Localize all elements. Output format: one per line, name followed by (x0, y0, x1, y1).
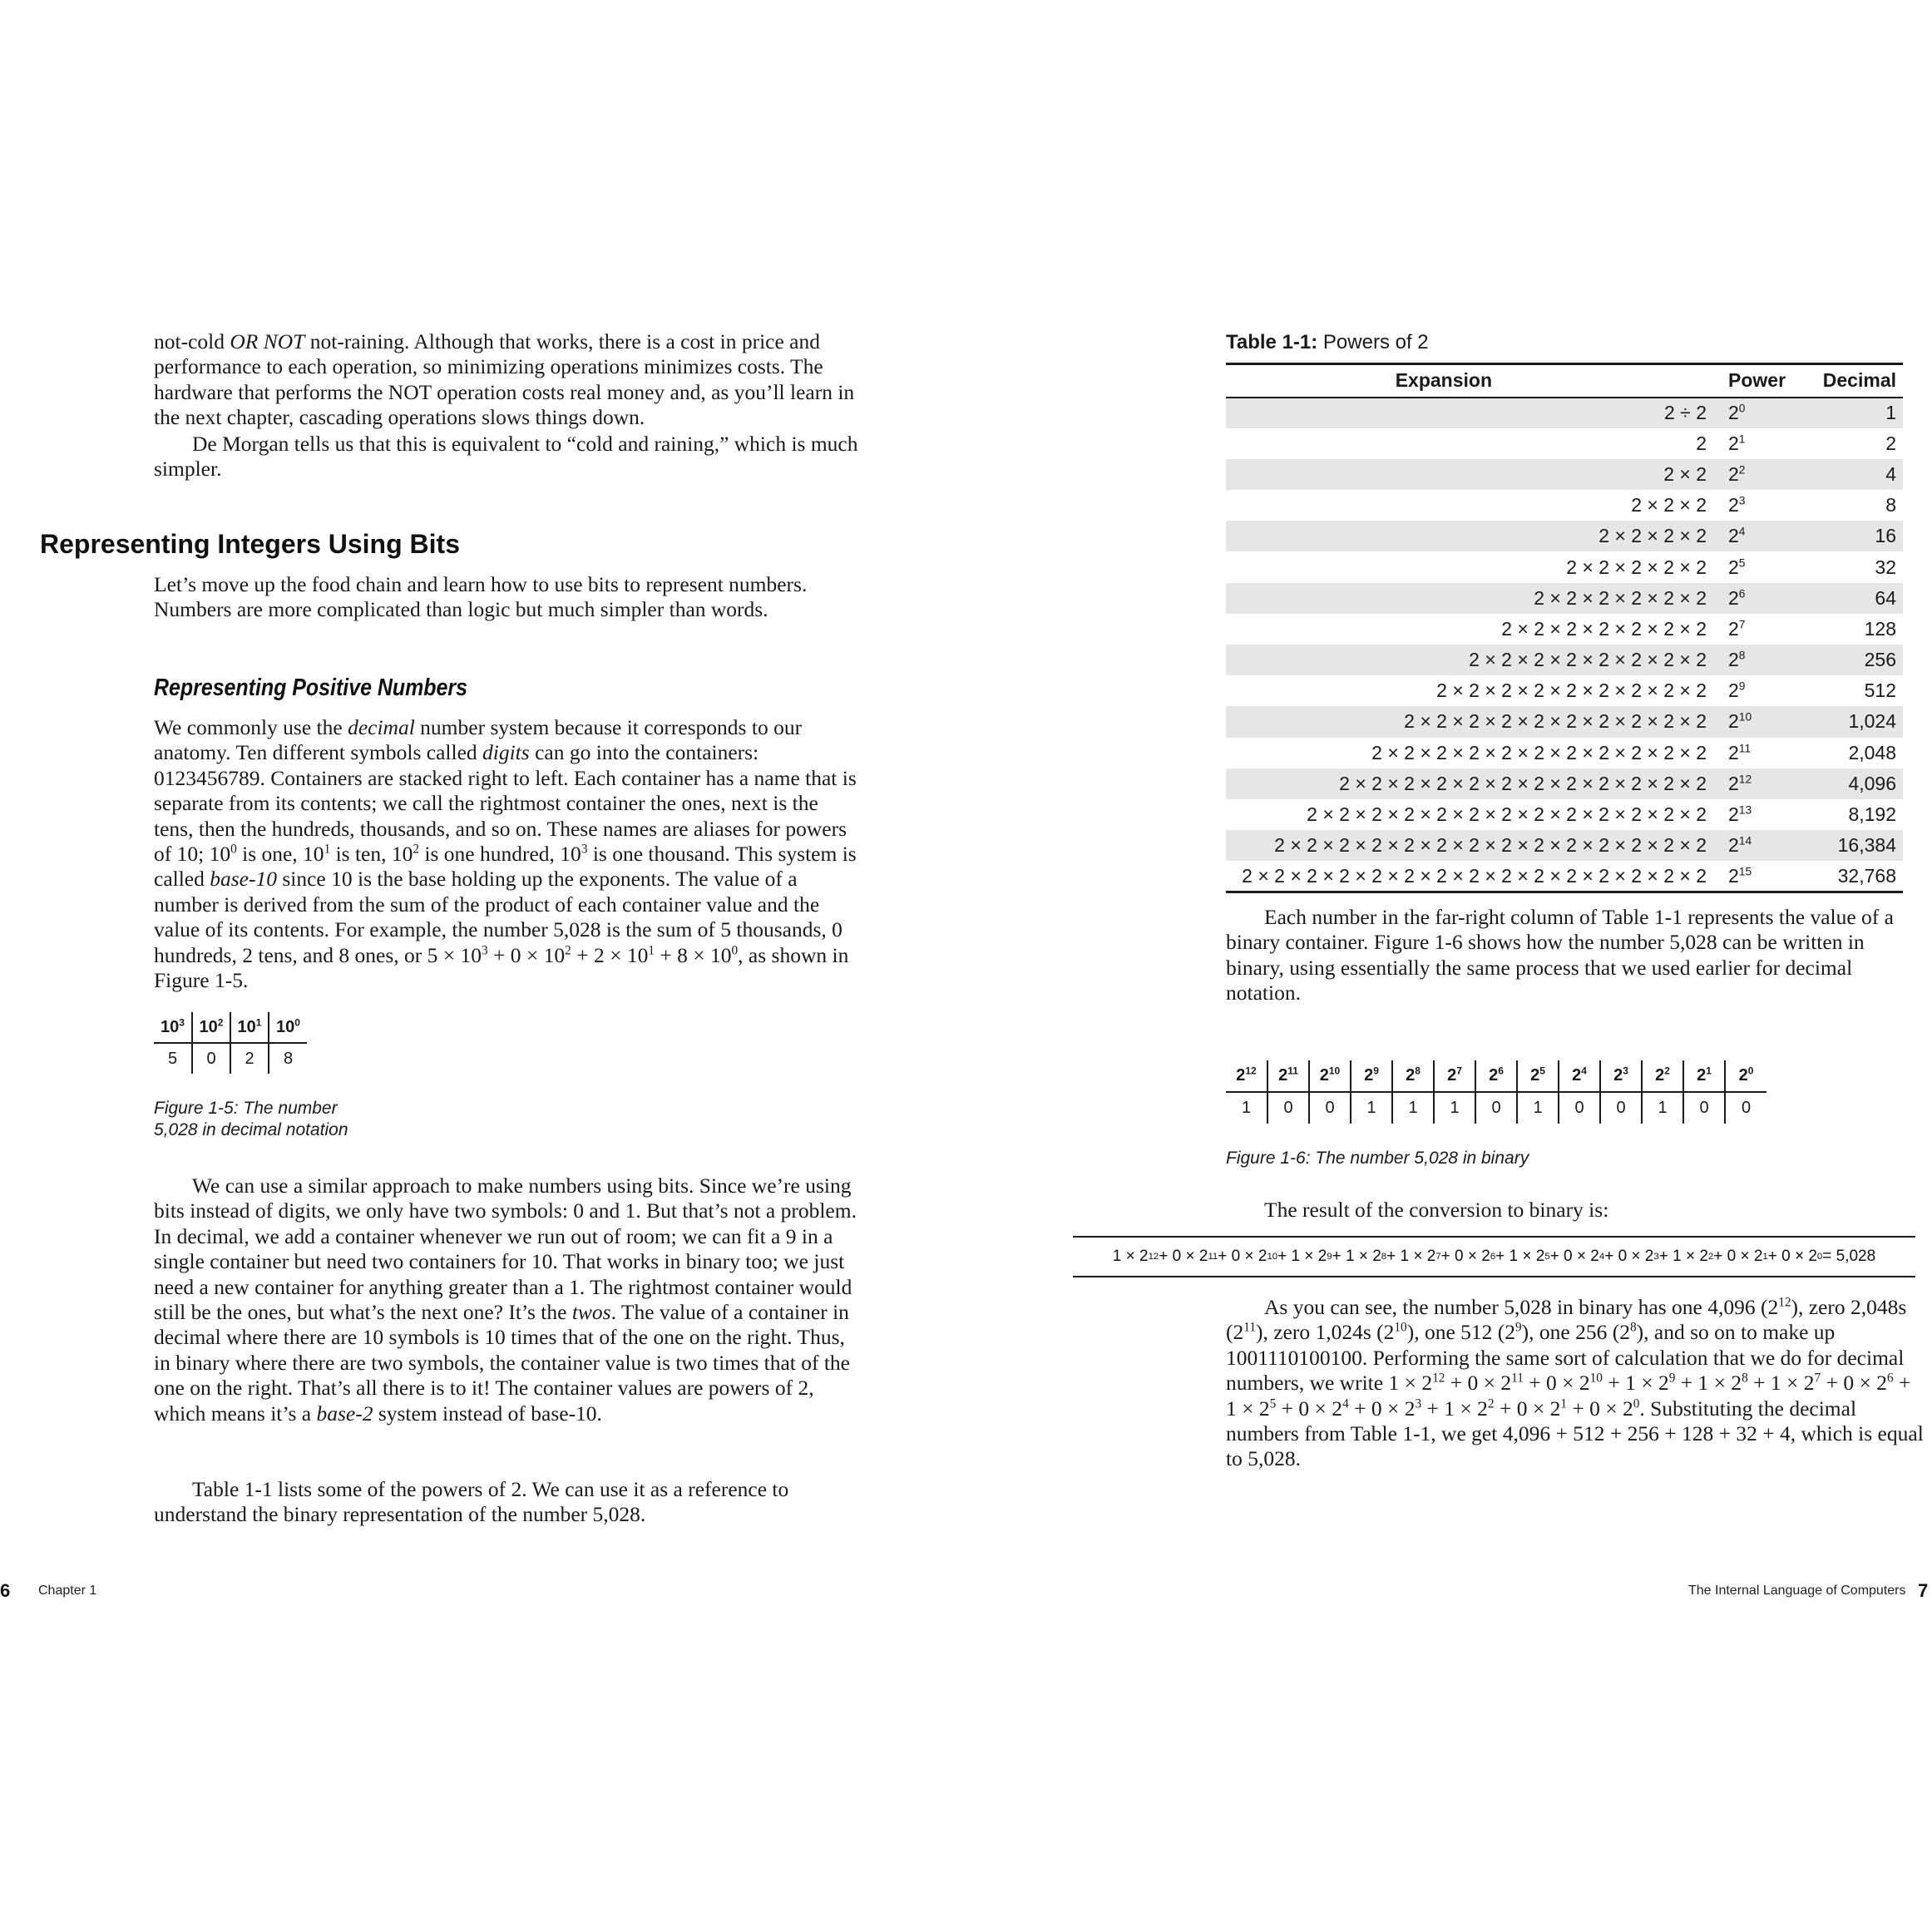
power-exponent: 10 (1738, 710, 1752, 724)
figure-1-6-binary-table (1226, 1060, 1766, 1124)
figure-1-6-header-cell (1351, 1060, 1392, 1092)
figure-1-5-header-exponent: 2 (217, 1015, 224, 1028)
power-exponent: 0 (1738, 402, 1746, 415)
expansion-cell: 2 × 2 × 2 × 2 × 2 × 2 × 2 × 2 × 2 × 2 × 2 × 2 (1226, 768, 1725, 799)
power-exponent: 7 (1738, 618, 1746, 631)
figure-1-6-header-exponent: 11 (1287, 1065, 1298, 1077)
figure-1-5-caption (154, 1098, 428, 1141)
power-exponent: 8 (1738, 649, 1746, 662)
expansion-cell: 2 × 2 × 2 × 2 × 2 × 2 × 2 (1501, 617, 1707, 640)
power-exponent: 14 (1738, 834, 1752, 847)
figure-1-6-value-cell: 1 (1517, 1092, 1559, 1124)
decimal-cell: 1,024 (1808, 706, 1903, 737)
figure-1-6-value-cell: 0 (1725, 1092, 1766, 1124)
power-base: 2 (1728, 679, 1739, 702)
power-base: 2 (1728, 772, 1739, 794)
figure-1-5-header-exponent: 1 (255, 1015, 262, 1028)
power-exponent: 13 (1738, 803, 1752, 817)
power-cell (1725, 614, 1808, 645)
binary-equation: 1 × 2 12 + 0 × 2 11 + 0 × 2 10 + 1 × 2 9 + 1 × 2 8 + 1 × 2 7 + 0 × 2 6 + 1 × 2 5 + 0 × 2 4 + 0 × 2 3 + 1 × 2 2 + 0 × 2 1 + 0 × 2 0 = 5,028 (1073, 1236, 1915, 1277)
figure-1-6-header-cell (1392, 1060, 1434, 1092)
powers-table-header-row (1226, 364, 1903, 398)
powers-table-row (1226, 551, 1903, 582)
figure-1-6-value-cell: 0 (1600, 1092, 1642, 1124)
decimal-cell: 16,384 (1808, 830, 1903, 861)
figure-1-5-header-base: 10 (199, 1017, 218, 1036)
paragraph-de-morgan: De Morgan tells us that this is equivalent to “cold and raining,” which is much simpler. (154, 432, 858, 482)
figure-1-5-value-row (154, 1043, 307, 1074)
figure-1-6-value-cell: 0 (1267, 1092, 1309, 1124)
powers-table-row (1226, 830, 1903, 861)
figure-1-6-value-cell: 1 (1241, 1099, 1252, 1117)
power-base: 2 (1728, 462, 1739, 485)
powers-table-row (1226, 521, 1903, 551)
decimal-cell: 8 (1885, 494, 1896, 516)
header-expansion: Expansion (1395, 369, 1492, 392)
power-base: 2 (1728, 864, 1739, 887)
left-running-footer: Chapter 1 (38, 1584, 97, 1598)
power-cell (1725, 768, 1808, 799)
powers-table-row (1226, 583, 1903, 614)
decimal-cell: 2,048 (1848, 741, 1896, 763)
powers-table-row (1226, 398, 1903, 428)
figure-1-6-header-cell (1559, 1060, 1600, 1092)
figure-1-5-value-cell: 2 (230, 1043, 269, 1074)
decimal-cell: 256 (1808, 645, 1903, 675)
figure-1-6-value-cell: 1 (1642, 1092, 1683, 1124)
expansion-cell: 2 × 2 × 2 × 2 × 2 × 2 (1226, 583, 1725, 614)
expansion-cell: 2 × 2 (1226, 459, 1725, 490)
table-1-1-title-text: Powers of 2 (1317, 331, 1429, 353)
figure-1-6-header-cell (1600, 1060, 1642, 1092)
figure-1-5-value-cell: 0 (192, 1043, 230, 1074)
power-cell (1725, 738, 1808, 768)
figure-1-6-header-exponent: 1 (1706, 1065, 1712, 1077)
figure-1-6-header-exponent: 4 (1581, 1065, 1587, 1077)
power-cell (1725, 428, 1808, 459)
header-decimal: Decimal (1822, 369, 1896, 392)
figure-1-6-header-cell (1309, 1060, 1351, 1092)
figure-1-6-header-exponent: 6 (1498, 1065, 1504, 1077)
paragraph-binary-approach: We can use a similar approach to make numbers using bits. Since we’re using bits instead of digits, we only have two symbols: 0 and 1. But that’s not a problem. In decimal, we add a container whenever we run out of room; we can fit a 9 in a single container but need two containers for 10. That works in binary too; we just need a new container for anything greater than a 1. The rightmost container would still be the ones, but what’s the next one? It’s the twos. The value of a container in decimal where there are 10 symbols is 10 times that of the one on the right. Thus, in binary where there are two symbols, the container value is two times that of the one on the right. That’s all there is to it! The container values are powers of 2, which means it’s a base-2 system instead of base-10. (154, 1174, 857, 1426)
figure-1-6-header-exponent: 5 (1539, 1065, 1545, 1077)
powers-table-row (1226, 459, 1903, 490)
power-base: 2 (1728, 617, 1739, 640)
figure-1-5-header-row (154, 1012, 307, 1043)
table-1-1-title-label: Table 1-1: (1226, 331, 1318, 353)
power-exponent: 15 (1738, 865, 1752, 877)
figure-1-5-value-cell: 5 (167, 1049, 178, 1068)
power-cell (1725, 521, 1808, 551)
figure-1-6-value-cell: 0 (1475, 1092, 1517, 1124)
figure-1-5-header-base: 10 (161, 1017, 180, 1036)
power-base: 2 (1728, 525, 1739, 547)
power-cell (1725, 675, 1808, 706)
power-cell (1725, 645, 1808, 675)
figure-1-6-value-cell: 1 (1392, 1092, 1434, 1124)
power-exponent: 9 (1738, 679, 1746, 693)
figure-1-5-caption-line1: Figure 1-5: The number (154, 1099, 338, 1118)
figure-1-6-header-exponent: 8 (1415, 1065, 1421, 1077)
power-exponent: 11 (1738, 742, 1752, 754)
figure-1-5-header-base: 10 (237, 1017, 256, 1036)
figure-1-6-header-base: 2 (1319, 1066, 1329, 1085)
decimal-cell: 8,192 (1848, 803, 1896, 826)
decimal-cell: 16 (1808, 521, 1903, 551)
figure-1-6-value-row (1226, 1092, 1766, 1124)
figure-1-6-header-cell (1725, 1060, 1766, 1092)
figure-1-6-header-exponent: 2 (1664, 1065, 1670, 1077)
power-base: 2 (1728, 556, 1739, 578)
expansion-cell: 2 × 2 × 2 × 2 (1226, 521, 1725, 551)
figure-1-6-header-cell (1475, 1060, 1517, 1092)
figure-1-6-value-cell: 1 (1351, 1092, 1392, 1124)
power-base: 2 (1728, 586, 1739, 609)
expansion-cell: 2 × 2 × 2 × 2 × 2 × 2 × 2 × 2 × 2 × 2 (1226, 706, 1725, 737)
decimal-cell: 4 (1808, 459, 1903, 490)
power-exponent: 4 (1738, 525, 1746, 538)
figure-1-6-value-cell: 0 (1309, 1092, 1351, 1124)
left-page-number: 6 (0, 1580, 11, 1601)
power-cell (1725, 490, 1808, 521)
figure-1-6-header-base: 2 (1447, 1066, 1457, 1085)
decimal-cell: 128 (1864, 617, 1896, 640)
header-power: Power (1728, 369, 1786, 392)
figure-1-6-header-cell (1683, 1060, 1725, 1092)
power-exponent: 1 (1738, 432, 1746, 446)
figure-1-6-header-base: 2 (1613, 1066, 1623, 1085)
expansion-cell: 2 × 2 × 2 × 2 × 2 × 2 × 2 × 2 × 2 × 2 × 2 × 2 × 2 × 2 (1226, 830, 1725, 861)
figure-1-5-header-cell (192, 1012, 230, 1043)
paragraph-not-cold: not-cold OR NOT not-raining. Although that works, there is a cost in price and performance to each operation, so minimizing operations minimizes costs. The hardware that performs the NOT operation costs real money and, as you’ll learn in the next chapter, cascading operations slows things down. (154, 329, 855, 430)
power-cell (1725, 398, 1808, 428)
powers-table-row (1226, 675, 1903, 706)
power-cell (1725, 706, 1808, 737)
powers-table-row (1226, 428, 1903, 459)
figure-1-6-header-row (1226, 1060, 1766, 1092)
paragraph-binary-explanation: As you can see, the number 5,028 in binary has one 4,096 $(2^{12})$, zero 2,048s $(2^{11})$, zero 1,024s $(2^{10})$, one 512 $(2^9)$, one 256 $(2^8)$, and so on to make up 1001110100100. Performing the same sort of calculation that we do for decimal numbers, we write $1 \times 2^{12} + 0 \times 2^{11} + 0 \times 2^{10} + 1 \times 2^9 + 1 \times 2^8 + 1 \times 2^7 + 0 \times 2^6 + 1 \times 2^5 + 0 \times 2^4 + 0 \times 2^3 + 1 \times 2^2 + 0 \times 2^1 + 0 \times 2^0$. Substituting the decimal numbers from Table 1-1, we get 4,096 + 512 + 256 + 128 + 32 + 4, which is equal to 5,028. (1226, 1295, 1924, 1471)
figure-1-6-header-cell (1267, 1060, 1309, 1092)
power-cell (1725, 861, 1808, 892)
figure-1-6-header-exponent: 12 (1245, 1065, 1257, 1077)
power-base: 2 (1728, 803, 1739, 826)
power-exponent: 2 (1738, 463, 1746, 477)
figure-1-6-header-base: 2 (1697, 1066, 1707, 1085)
power-exponent: 6 (1738, 587, 1746, 600)
figure-1-6-header-exponent: 9 (1373, 1065, 1379, 1077)
figure-1-6-value-cell: 1 (1434, 1092, 1475, 1124)
paragraph-table-reference: Table 1-1 lists some of the powers of 2. We can use it as a reference to understand the binary representation of the number 5,028. (154, 1477, 789, 1527)
figure-1-6-value-cell: 0 (1559, 1092, 1600, 1124)
expansion-cell: 2 × 2 × 2 × 2 × 2 (1566, 556, 1707, 578)
powers-table-row (1226, 706, 1903, 737)
figure-1-6-header-base: 2 (1572, 1066, 1582, 1085)
decimal-cell: 512 (1864, 679, 1896, 702)
powers-table-row (1226, 768, 1903, 799)
power-base: 2 (1728, 432, 1739, 454)
figure-1-6-header-base: 2 (1364, 1066, 1374, 1085)
figure-1-5-header-cell (230, 1012, 269, 1043)
figure-1-6-header-base: 2 (1236, 1066, 1246, 1085)
figure-1-6-header-base: 2 (1406, 1066, 1416, 1085)
power-exponent: 3 (1738, 494, 1746, 507)
power-base: 2 (1728, 710, 1739, 733)
figure-1-5-decimal-table (154, 1012, 307, 1074)
figure-1-6-header-base: 2 (1738, 1066, 1748, 1085)
expansion-cell: 2 (1696, 432, 1707, 454)
right-running-footer: The Internal Language of Computers (1688, 1584, 1906, 1598)
expansion-cell: 2 × 2 × 2 (1631, 494, 1707, 516)
figure-1-6-header-exponent: 0 (1747, 1065, 1754, 1077)
power-base: 2 (1728, 402, 1739, 424)
subsection-heading: Representing Positive Numbers (154, 674, 467, 701)
powers-table-row (1226, 738, 1903, 768)
figure-1-6-header-cell (1517, 1060, 1559, 1092)
figure-1-5-header-exponent: 0 (294, 1015, 300, 1028)
figure-1-6-header-cell (1434, 1060, 1475, 1092)
powers-table-row (1226, 645, 1903, 675)
figure-1-5-header-exponent: 3 (179, 1015, 185, 1028)
decimal-cell: 32,768 (1837, 864, 1896, 887)
power-cell (1725, 551, 1808, 582)
expansion-cell: 2 × 2 × 2 × 2 × 2 × 2 × 2 × 2 × 2 × 2 × 2 × 2 × 2 × 2 × 2 (1242, 864, 1707, 887)
figure-1-5-value-cell: 8 (269, 1043, 307, 1074)
power-base: 2 (1728, 494, 1739, 516)
expansion-cell: 2 ÷ 2 (1226, 398, 1725, 428)
paragraph-decimal-system: We commonly use the decimal number system because it corresponds to our anatomy. Ten different symbols called digits can go into the containers: 0123456789. Containers are stacked right to left. Each container has a name that is separate from its contents; we call the rightmost container the ones, next is the tens, then the hundreds, thousands, and so on. These names are aliases for powers of 10; $10^0$ is one, $10^1$ is ten, $10^2$ is one hundred, $10^3$ is one thousand. This system is called base-10 since 10 is the base holding up the exponents. The value of a number is derived from the sum of the product of each container value and the value of its contents. For example, the number 5,028 is the sum of 5 thousands, 0 hundreds, 2 tens, and 8 ones, or $5 \times 10^3 + 0 \times 10^2 + 2 \times 10^1 + 8 \times 10^0$, as shown in Figure 1-5. (154, 715, 857, 993)
figure-1-6-header-exponent: 10 (1328, 1065, 1341, 1077)
figure-1-5-header-base: 10 (276, 1017, 295, 1036)
power-cell (1725, 583, 1808, 614)
power-exponent: 5 (1738, 556, 1746, 569)
decimal-cell: 1 (1808, 398, 1903, 428)
power-cell (1725, 830, 1808, 861)
figure-1-6-header-base: 2 (1489, 1066, 1499, 1085)
expansion-cell: 2 × 2 × 2 × 2 × 2 × 2 × 2 × 2 × 2 × 2 × 2 (1371, 741, 1707, 763)
figure-1-6-caption: Figure 1-6: The number 5,028 in binary (1226, 1149, 1529, 1168)
powers-of-2-table (1226, 363, 1903, 893)
decimal-cell: 2 (1885, 432, 1896, 454)
power-base: 2 (1728, 834, 1739, 857)
decimal-cell: 4,096 (1808, 768, 1903, 799)
figure-1-6-header-cell (1642, 1060, 1683, 1092)
expansion-cell: 2 × 2 × 2 × 2 × 2 × 2 × 2 × 2 × 2 × 2 × 2 × 2 × 2 (1307, 803, 1707, 826)
figure-1-6-header-base: 2 (1655, 1066, 1665, 1085)
powers-table-row (1226, 861, 1903, 892)
figure-1-6-header-base: 2 (1530, 1066, 1540, 1085)
powers-table-row (1226, 614, 1903, 645)
powers-table-row (1226, 799, 1903, 830)
section-heading: Representing Integers Using Bits (40, 529, 460, 559)
figure-1-6-header-cell (1226, 1060, 1267, 1092)
paragraph-binary-container: Each number in the far-right column of Table 1-1 represents the value of a binary container. Figure 1-6 shows how the number 5,028 can be written in binary, using essentially the same process that we used earlier for decimal notation. (1226, 905, 1894, 1006)
paragraph-conversion-result: The result of the conversion to binary is: (1264, 1198, 1609, 1222)
power-exponent: 12 (1738, 773, 1752, 786)
figure-1-6-header-base: 2 (1278, 1066, 1288, 1085)
powers-table-row (1226, 490, 1903, 521)
figure-1-5-header-cell (154, 1012, 192, 1043)
section-intro-paragraph: Let’s move up the food chain and learn how to use bits to represent numbers. Numbers are more complicated than logic but much simpler than words. (154, 572, 808, 622)
table-1-1-title (1226, 331, 1429, 354)
power-cell (1725, 799, 1808, 830)
power-cell (1725, 459, 1808, 490)
figure-1-5-header-cell (269, 1012, 307, 1043)
decimal-cell: 64 (1808, 583, 1903, 614)
expansion-cell: 2 × 2 × 2 × 2 × 2 × 2 × 2 × 2 × 2 (1436, 679, 1707, 702)
power-base: 2 (1728, 649, 1739, 671)
figure-1-5-caption-line2: 5,028 in decimal notation (154, 1120, 348, 1139)
decimal-cell: 32 (1875, 556, 1896, 578)
figure-1-6-value-cell: 0 (1683, 1092, 1725, 1124)
right-page-number: 7 (1918, 1580, 1929, 1601)
expansion-cell: 2 × 2 × 2 × 2 × 2 × 2 × 2 × 2 (1226, 645, 1725, 675)
power-base: 2 (1728, 741, 1739, 763)
figure-1-6-header-exponent: 7 (1456, 1065, 1462, 1077)
figure-1-6-header-exponent: 3 (1623, 1065, 1628, 1077)
